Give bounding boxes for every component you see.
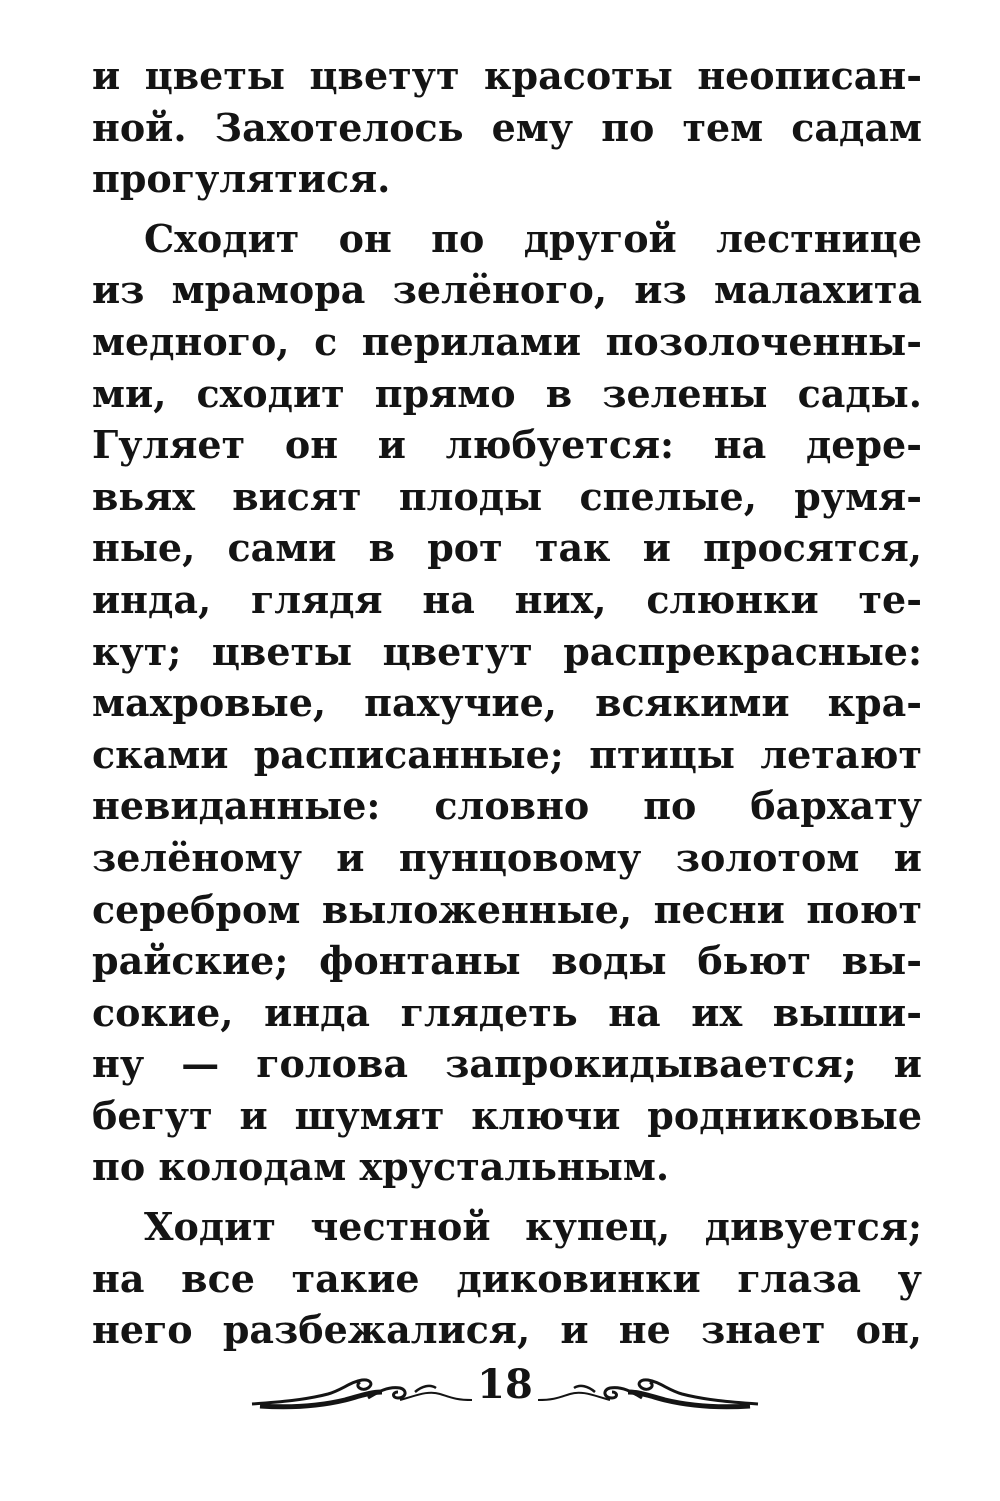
text-line: по колодам хрустальным. <box>92 1144 670 1190</box>
text-line: райские; фонтаны воды бьют вы- <box>92 938 922 984</box>
paragraph-first-line: Сходит он по другой лестнице <box>144 215 922 261</box>
page-footer <box>250 1362 760 1422</box>
text-line: ми, сходит прямо в зелены сады. <box>92 370 922 416</box>
body-text <box>92 50 922 1356</box>
text-line: зелёному и пунцовому золотом и <box>92 834 922 880</box>
text-line: вьях висят плоды спелые, румя- <box>92 473 922 519</box>
text-line: ной. Захотелось ему по тем садам <box>92 104 922 150</box>
text-line: ну — голова запрокидывается; и <box>92 1041 922 1087</box>
text-line: сокие, инда глядеть на их выши- <box>92 989 922 1035</box>
text-line: медного, с перилами позолоченны- <box>92 318 922 364</box>
text-line: кут; цветы цветут распрекрасные: <box>92 628 922 674</box>
text-line: инда, глядя на них, слюнки те- <box>92 576 922 622</box>
text-line: сками расписанные; птицы летают <box>92 731 922 777</box>
text-line: бегут и шумят ключи родниковые <box>92 1092 922 1138</box>
text-line: прогулятися. <box>92 156 391 202</box>
page-number: 18 <box>477 1361 533 1408</box>
text-line: на все такие диковинки глаза у <box>92 1255 922 1301</box>
text-line: из мрамора зелёного, из малахита <box>92 267 922 313</box>
text-line: него разбежалися, и не знает он, <box>92 1307 922 1353</box>
flourish-ornament-right-icon <box>535 1370 760 1414</box>
text-line: и цветы цветут красоты неописан- <box>92 53 922 98</box>
text-line: ные, сами в рот так и просятся, <box>92 525 922 571</box>
text-line: серебром выложенные, песни поют <box>92 886 922 932</box>
text-line: махровые, пахучие, всякими кра- <box>92 680 922 726</box>
paragraph-first-line: Ходит честной купец, дивуется; <box>144 1204 922 1250</box>
text-line: Гуляет он и любуется: на дере- <box>92 422 922 468</box>
text-line: невиданные: словно по бархату <box>92 783 922 829</box>
